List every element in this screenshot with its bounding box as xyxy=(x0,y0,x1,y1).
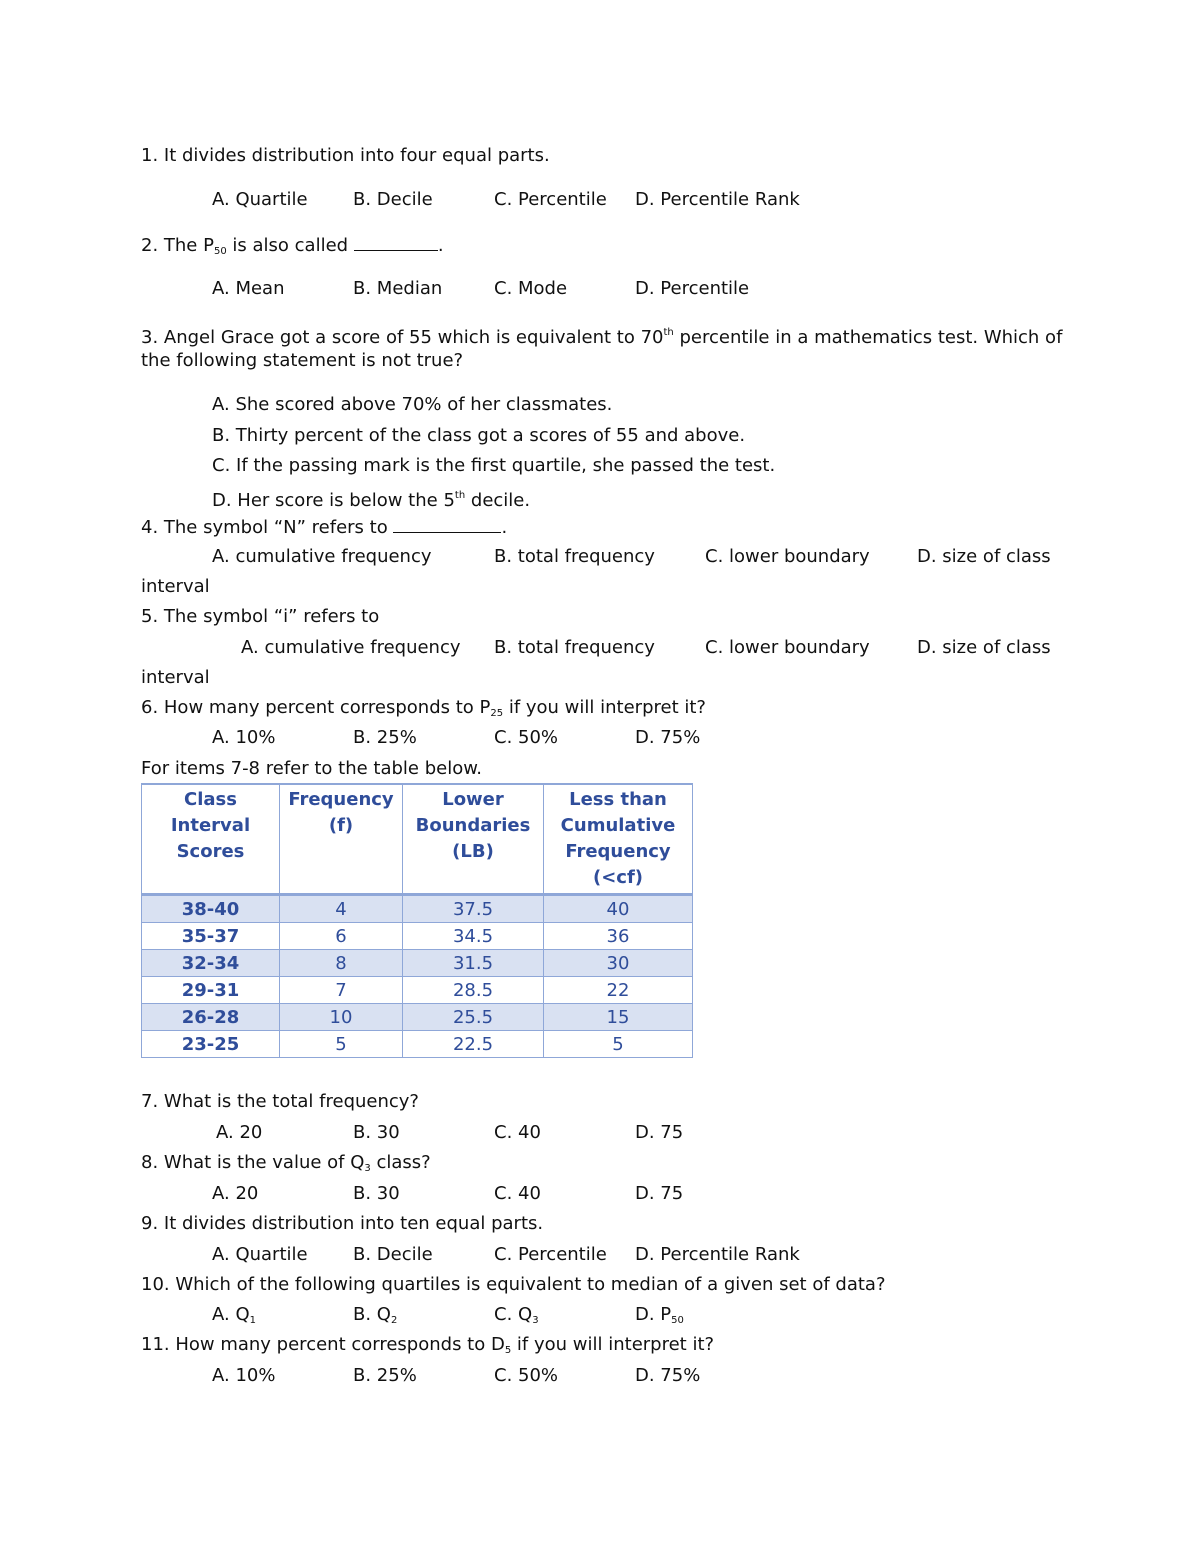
q8-option-d: D. 75 xyxy=(635,1183,684,1204)
cell-cumulative-frequency: 40 xyxy=(544,895,693,923)
cell-cumulative-frequency: 30 xyxy=(544,950,693,977)
cell-class-interval: 26-28 xyxy=(142,1004,280,1031)
q1-option-a: A. Quartile xyxy=(212,189,308,210)
q8-option-a: A. 20 xyxy=(212,1183,259,1204)
header-class-interval: Class Interval Scores xyxy=(142,784,280,895)
q1-option-d: D. Percentile Rank xyxy=(635,189,800,210)
q2-option-c: C. Mode xyxy=(494,278,568,299)
q9-option-c: C. Percentile xyxy=(494,1244,607,1265)
q3-option-d: D. Her score is below the 5th decile. xyxy=(212,490,531,511)
q5-option-d: D. size of class xyxy=(917,637,1051,658)
cell-class-interval: 38-40 xyxy=(142,895,280,923)
q7-option-b: B. 30 xyxy=(353,1122,400,1143)
q11-option-d: D. 75% xyxy=(635,1365,701,1386)
q5-option-d-wrap: interval xyxy=(141,667,210,688)
table-row xyxy=(142,977,693,1004)
q10-option-d: D. $P_{50}$ xyxy=(635,1304,684,1326)
q6-option-c: C. 50% xyxy=(494,727,559,748)
q9-option-a: A. Quartile xyxy=(212,1244,308,1265)
q11-option-b: B. 25% xyxy=(353,1365,417,1386)
q10-option-b: B. $Q_2$ xyxy=(353,1304,398,1326)
q7-option-c: C. 40 xyxy=(494,1122,541,1143)
q7-option-d: D. 75 xyxy=(635,1122,684,1143)
table-row xyxy=(142,923,693,950)
cell-frequency: 5 xyxy=(280,1031,403,1058)
cell-frequency: 4 xyxy=(280,895,403,923)
question-9: 9. It divides distribution into ten equal parts. xyxy=(141,1213,544,1234)
answer-blank xyxy=(354,232,438,251)
question-7: 7. What is the total frequency? xyxy=(141,1091,419,1112)
q2-option-d: D. Percentile xyxy=(635,278,750,299)
question-3: 3. Angel Grace got a score of 55 which is equivalent to 70th percentile in a mathematics test. Which of xyxy=(141,327,1063,348)
cell-frequency: 10 xyxy=(280,1004,403,1031)
cell-cumulative-frequency: 22 xyxy=(544,977,693,1004)
table-row xyxy=(142,1031,693,1058)
cell-frequency: 6 xyxy=(280,923,403,950)
q4-option-d: D. size of class xyxy=(917,546,1051,567)
cell-lower-boundary: 28.5 xyxy=(403,977,544,1004)
q6-option-a: A. 10% xyxy=(212,727,276,748)
question-2: 2. The $P_{50}$ is also called . xyxy=(141,232,444,264)
cell-cumulative-frequency: 5 xyxy=(544,1031,693,1058)
header-lower-boundaries: Lower Boundaries (LB) xyxy=(403,784,544,895)
table-row xyxy=(142,950,693,977)
q3-option-c: C. If the passing mark is the first quartile, she passed the test. xyxy=(212,455,776,476)
question-4: 4. The symbol “N” refers to . xyxy=(141,514,507,540)
cell-class-interval: 23-25 xyxy=(142,1031,280,1058)
table-intro: For items 7-8 refer to the table below. xyxy=(141,758,483,779)
question-11: 11. How many percent corresponds to $D_5$ if you will interpret it? xyxy=(141,1334,715,1356)
cell-cumulative-frequency: 15 xyxy=(544,1004,693,1031)
q5-option-a: A. cumulative frequency xyxy=(241,637,461,658)
q9-option-b: B. Decile xyxy=(353,1244,433,1265)
question-8: 8. What is the value of $Q_3$ class? xyxy=(141,1152,431,1174)
cell-class-interval: 32-34 xyxy=(142,950,280,977)
cell-lower-boundary: 25.5 xyxy=(403,1004,544,1031)
q8-option-c: C. 40 xyxy=(494,1183,541,1204)
frequency-table xyxy=(141,783,693,1058)
q6-option-d: D. 75% xyxy=(635,727,701,748)
q7-option-a: A. 20 xyxy=(216,1122,263,1143)
q5-option-c: C. lower boundary xyxy=(705,637,870,658)
cell-lower-boundary: 31.5 xyxy=(403,950,544,977)
cell-frequency: 8 xyxy=(280,950,403,977)
question-1: 1. It divides distribution into four equal parts. xyxy=(141,145,550,166)
question-5: 5. The symbol “i” refers to xyxy=(141,606,380,627)
cell-class-interval: 35-37 xyxy=(142,923,280,950)
q6-option-b: B. 25% xyxy=(353,727,417,748)
q10-option-a: A. $Q_1$ xyxy=(212,1304,256,1326)
q2-option-b: B. Median xyxy=(353,278,443,299)
q5-option-b: B. total frequency xyxy=(494,637,655,658)
q4-option-c: C. lower boundary xyxy=(705,546,870,567)
question-10: 10. Which of the following quartiles is equivalent to median of a given set of data? xyxy=(141,1274,886,1295)
cell-class-interval: 29-31 xyxy=(142,977,280,1004)
question-6: 6. How many percent corresponds to $P_{25}$ if you will interpret it? xyxy=(141,697,706,719)
q10-option-c: C. $Q_3$ xyxy=(494,1304,539,1326)
q4-option-b: B. total frequency xyxy=(494,546,655,567)
q2-option-a: A. Mean xyxy=(212,278,285,299)
cell-lower-boundary: 34.5 xyxy=(403,923,544,950)
question-3-line-2: the following statement is not true? xyxy=(141,350,464,371)
q11-option-a: A. 10% xyxy=(212,1365,276,1386)
q4-option-d-wrap: interval xyxy=(141,576,210,597)
q1-option-c: C. Percentile xyxy=(494,189,607,210)
table-row xyxy=(142,1004,693,1031)
table-header-row xyxy=(142,784,693,895)
q4-option-a: A. cumulative frequency xyxy=(212,546,432,567)
q9-option-d: D. Percentile Rank xyxy=(635,1244,800,1265)
cell-lower-boundary: 22.5 xyxy=(403,1031,544,1058)
answer-blank xyxy=(393,514,501,533)
q1-option-b: B. Decile xyxy=(353,189,433,210)
cell-frequency: 7 xyxy=(280,977,403,1004)
cell-cumulative-frequency: 36 xyxy=(544,923,693,950)
q3-option-a: A. She scored above 70% of her classmates. xyxy=(212,394,613,415)
cell-lower-boundary: 37.5 xyxy=(403,895,544,923)
q11-option-c: C. 50% xyxy=(494,1365,559,1386)
header-cumulative-frequency: Less than Cumulative Frequency (<cf) xyxy=(544,784,693,895)
q3-option-b: B. Thirty percent of the class got a scores of 55 and above. xyxy=(212,425,746,446)
q8-option-b: B. 30 xyxy=(353,1183,400,1204)
header-frequency: Frequency (f) xyxy=(280,784,403,895)
table-row xyxy=(142,895,693,923)
